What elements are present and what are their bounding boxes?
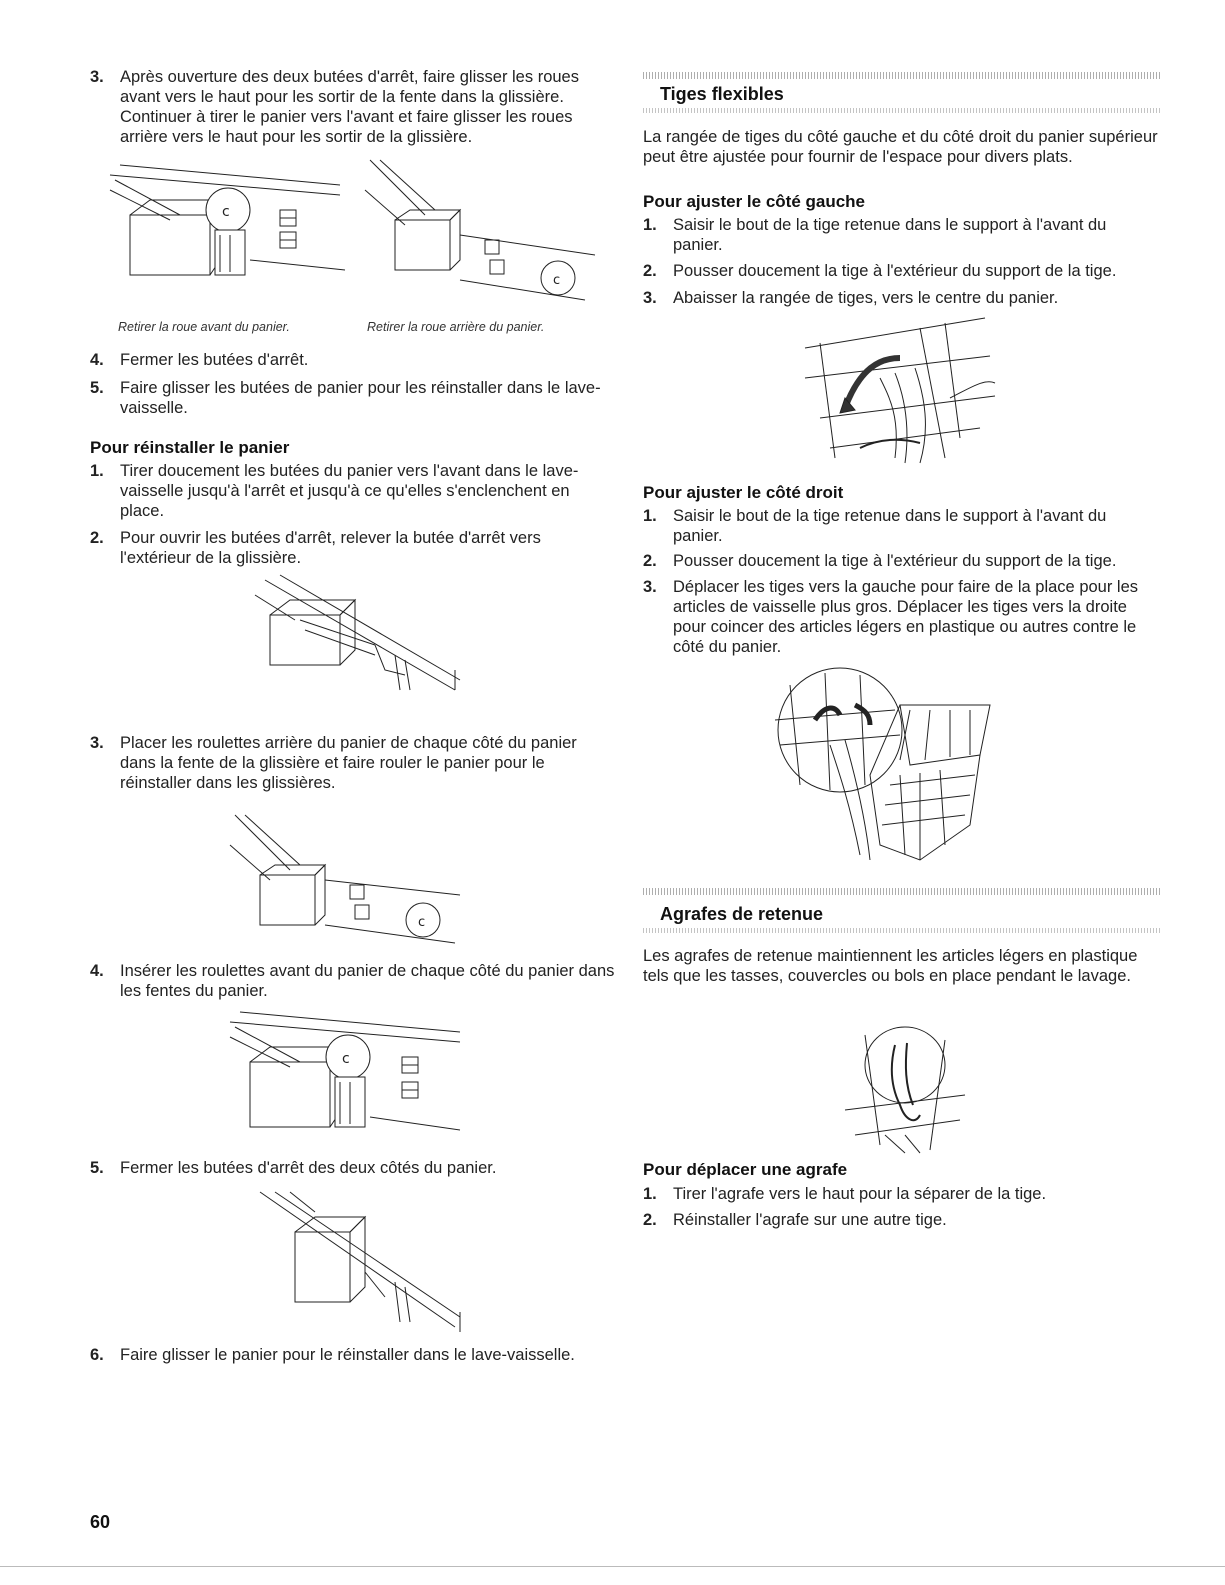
step-number: 3. <box>90 734 104 752</box>
close-stops-illustration <box>255 1192 465 1332</box>
open-stop-illustration <box>255 575 465 695</box>
reinstall-heading: Pour réinstaller le panier <box>90 438 290 457</box>
step-number: 2. <box>643 552 657 570</box>
step-text: Faire glisser le panier pour le réinstaller dans le lave-vaisselle. <box>120 1346 575 1364</box>
step-text: Pousser doucement la tige à l'extérieur du support de la tige. <box>673 552 1117 570</box>
step-number: 3. <box>643 289 657 307</box>
step-number: 4. <box>90 351 104 369</box>
step-number: 1. <box>643 1185 657 1203</box>
step-number: 3. <box>90 68 104 86</box>
step-number: 3. <box>643 578 657 596</box>
step-text: Abaisser la rangée de tiges, vers le centre du panier. <box>673 289 1059 307</box>
right-side-step-2 <box>643 551 1160 571</box>
right-side-step-3 <box>643 577 1160 657</box>
step-number: 2. <box>643 262 657 280</box>
step-text: Saisir le bout de la tige retenue dans le support à l'avant du panier. <box>673 216 1107 254</box>
move-clip-step-2 <box>643 1210 1160 1230</box>
front-wheel-illustration <box>110 160 350 300</box>
svg-text:c: c <box>222 204 230 220</box>
step-text: Pour ouvrir les butées d'arrêt, relever la butée d'arrêt vers l'extérieur de la glissière. <box>120 529 541 567</box>
tiges-description: La rangée de tiges du côté gauche et du côté droit du panier supérieur peut être ajustée pour fournir de l'espace pour divers plats. <box>643 128 1158 166</box>
caption-front-wheel: Retirer la roue avant du panier. <box>118 320 290 334</box>
step-text: Placer les roulettes arrière du panier de chaque côté du panier dans la fente de la glissière et faire rouler le panier pour le réinstaller dans les glissières. <box>120 734 577 792</box>
move-clip-step-1 <box>643 1184 1160 1204</box>
step-text: Tirer doucement les butées du panier vers l'avant dans le lave-vaisselle jusqu'à l'arrêt et jusqu'à ce qu'elles s'enclenchent en place. <box>120 462 579 520</box>
section-underline <box>643 928 1160 933</box>
step-text: Après ouverture des deux butées d'arrêt, faire glisser les roues avant vers le haut pour les sortir de la fente dans la glissière. Continuer à tirer le panier vers l'avant et faire glisser les roues arrière vers le haut pour les sortir de la glissière. <box>120 68 579 146</box>
reinstall-step-3 <box>90 733 615 793</box>
step-number: 5. <box>90 379 104 397</box>
step-text: Saisir le bout de la tige retenue dans le support à l'avant du panier. <box>673 507 1107 545</box>
step-5-slide <box>90 378 615 418</box>
step-number: 6. <box>90 1346 104 1364</box>
reinstall-step-1 <box>90 461 615 521</box>
reinstall-step-2 <box>90 528 615 568</box>
step-text: Déplacer les tiges vers la gauche pour faire de la place pour les articles de vaisselle plus gros. Déplacer les tiges vers la droite pour coincer des articles légers en plastique ou autres contre le côté du panier. <box>673 578 1139 656</box>
reinstall-step-4 <box>90 961 615 1001</box>
step-text: Tirer l'agrafe vers le haut pour la séparer de la tige. <box>673 1185 1047 1203</box>
rear-rollers-illustration <box>230 815 460 945</box>
left-side-step-3 <box>643 288 1160 308</box>
move-clip-heading: Pour déplacer une agrafe <box>643 1160 848 1179</box>
step-text: Fermer les butées d'arrêt des deux côtés du panier. <box>120 1159 497 1177</box>
page-number: 60 <box>90 1512 111 1532</box>
step-number: 1. <box>643 216 657 234</box>
tiges-heading: Tiges flexibles <box>660 84 784 104</box>
step-number: 5. <box>90 1159 104 1177</box>
step-3-remove <box>90 67 615 147</box>
step-text: Pousser doucement la tige à l'extérieur du support de la tige. <box>673 262 1117 280</box>
caption-rear-wheel: Retirer la roue arrière du panier. <box>367 320 545 334</box>
reinstall-step-6 <box>90 1345 635 1365</box>
agrafes-heading: Agrafes de retenue <box>660 904 824 924</box>
step-number: 2. <box>90 529 104 547</box>
left-side-heading: Pour ajuster le côté gauche <box>643 192 866 211</box>
step-text: Fermer les butées d'arrêt. <box>120 351 309 369</box>
step-text: Insérer les roulettes avant du panier de chaque côté du panier dans les fentes du panier. <box>120 962 615 1000</box>
step-number: 1. <box>90 462 104 480</box>
section-divider <box>643 72 1160 79</box>
agrafes-description: Les agrafes de retenue maintiennent les articles légers en plastique tels que les tasses, couvercles ou bols en place pendant le lavage. <box>643 947 1138 985</box>
step-text: Réinstaller l'agrafe sur une autre tige. <box>673 1211 947 1229</box>
retaining-clip-illustration <box>845 1025 965 1155</box>
step-text: Faire glisser les butées de panier pour les réinstaller dans le lave-vaisselle. <box>120 379 601 417</box>
left-side-step-2 <box>643 261 1160 281</box>
right-tines-illustration <box>770 665 1000 865</box>
footer-rule <box>0 1566 1225 1567</box>
front-rollers-illustration <box>230 1012 470 1142</box>
step-number: 4. <box>90 962 104 980</box>
left-side-step-1 <box>643 215 1160 255</box>
svg-text:c: c <box>553 273 561 288</box>
right-side-heading: Pour ajuster le côté droit <box>643 483 844 502</box>
rear-wheel-illustration <box>365 160 595 300</box>
right-side-step-1 <box>643 506 1160 546</box>
step-number: 1. <box>643 507 657 525</box>
step-number: 2. <box>643 1211 657 1229</box>
svg-text:c: c <box>342 1051 350 1067</box>
section-divider <box>643 888 1160 895</box>
reinstall-step-5 <box>90 1158 615 1178</box>
step-4-close <box>90 350 615 370</box>
left-tines-illustration <box>800 318 1000 468</box>
section-underline <box>643 108 1160 113</box>
svg-text:c: c <box>418 915 426 930</box>
